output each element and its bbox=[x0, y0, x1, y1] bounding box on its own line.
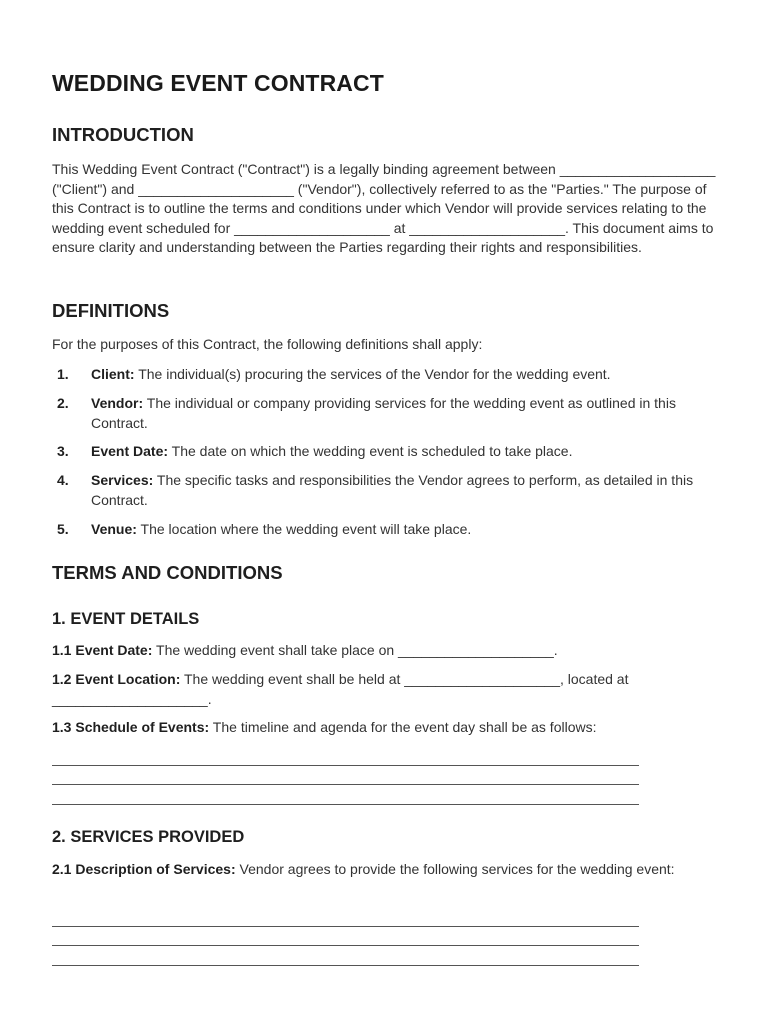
event-location-clause bbox=[52, 670, 720, 709]
definition-text: The specific tasks and responsibilities the Vendor agrees to perform, as detailed in this Contract. bbox=[91, 472, 694, 508]
definitions-lead: For the purposes of this Contract, the following definitions shall apply: bbox=[52, 336, 483, 352]
definition-item-vendor bbox=[52, 394, 720, 433]
services-blank-line bbox=[52, 965, 639, 966]
definition-item-venue bbox=[52, 520, 720, 540]
introduction-heading: INTRODUCTION bbox=[52, 124, 194, 145]
clause-label: 1.1 Event Date: bbox=[52, 642, 153, 658]
clause-label: 2.1 Description of Services: bbox=[52, 861, 236, 877]
terms-heading: TERMS AND CONDITIONS bbox=[52, 562, 283, 583]
services-blank-line bbox=[52, 926, 639, 927]
services-provided-heading: 2. SERVICES PROVIDED bbox=[52, 828, 245, 846]
definitions-heading: DEFINITIONS bbox=[52, 300, 170, 321]
definition-text: The location where the wedding event will take place. bbox=[136, 521, 472, 537]
definition-number: 3. bbox=[57, 443, 69, 459]
schedule-blank-line bbox=[52, 784, 639, 785]
definition-number: 4. bbox=[57, 472, 69, 488]
definition-text: The date on which the wedding event is scheduled to take place. bbox=[168, 443, 573, 459]
clause-text: The wedding event shall take place on ____________________. bbox=[152, 642, 558, 658]
event-date-clause bbox=[52, 641, 720, 661]
clause-label: 1.2 Event Location: bbox=[52, 671, 181, 687]
definition-text: The individual(s) procuring the services of the Vendor for the wedding event. bbox=[134, 366, 611, 382]
definition-number: 2. bbox=[57, 395, 69, 411]
schedule-clause bbox=[52, 718, 720, 738]
schedule-blank-line bbox=[52, 765, 639, 766]
services-description-clause bbox=[52, 860, 720, 880]
clause-text: Vendor agrees to provide the following services for the wedding event: bbox=[235, 861, 675, 877]
clause-text: The wedding event shall be held at ____________________, located at ____________________. bbox=[52, 671, 629, 707]
clause-label: 1.3 Schedule of Events: bbox=[52, 719, 210, 735]
definition-number: 1. bbox=[57, 366, 69, 382]
document-title: WEDDING EVENT CONTRACT bbox=[52, 70, 384, 96]
definition-term: Client: bbox=[91, 366, 135, 382]
event-details-heading: 1. EVENT DETAILS bbox=[52, 610, 200, 628]
introduction-text: This Wedding Event Contract ("Contract") is a legally binding agreement between ____________________ ("Client") and ____________________ ("Vendor"), collectively referred to as the "Parties." The purpose of this Contract is to outline the terms and conditions under which Vendor will provide services relating to the wedding event scheduled for ____________________ at ____________________. This document aims to ensure clarity and understanding between the Parties regarding their rights and responsibilities. bbox=[52, 161, 716, 256]
clause-text: The timeline and agenda for the event day shall be as follows: bbox=[209, 719, 597, 735]
definition-text: The individual or company providing services for the wedding event as outlined in this Contract. bbox=[91, 395, 676, 431]
definition-item-services bbox=[52, 471, 720, 510]
definition-item-event-date bbox=[52, 442, 720, 462]
definition-term: Venue: bbox=[91, 521, 137, 537]
schedule-blank-line bbox=[52, 804, 639, 805]
definition-term: Event Date: bbox=[91, 443, 169, 459]
definition-number: 5. bbox=[57, 521, 69, 537]
definition-item-client bbox=[52, 365, 720, 385]
definition-term: Vendor: bbox=[91, 395, 144, 411]
definition-term: Services: bbox=[91, 472, 154, 488]
services-blank-line bbox=[52, 945, 639, 946]
